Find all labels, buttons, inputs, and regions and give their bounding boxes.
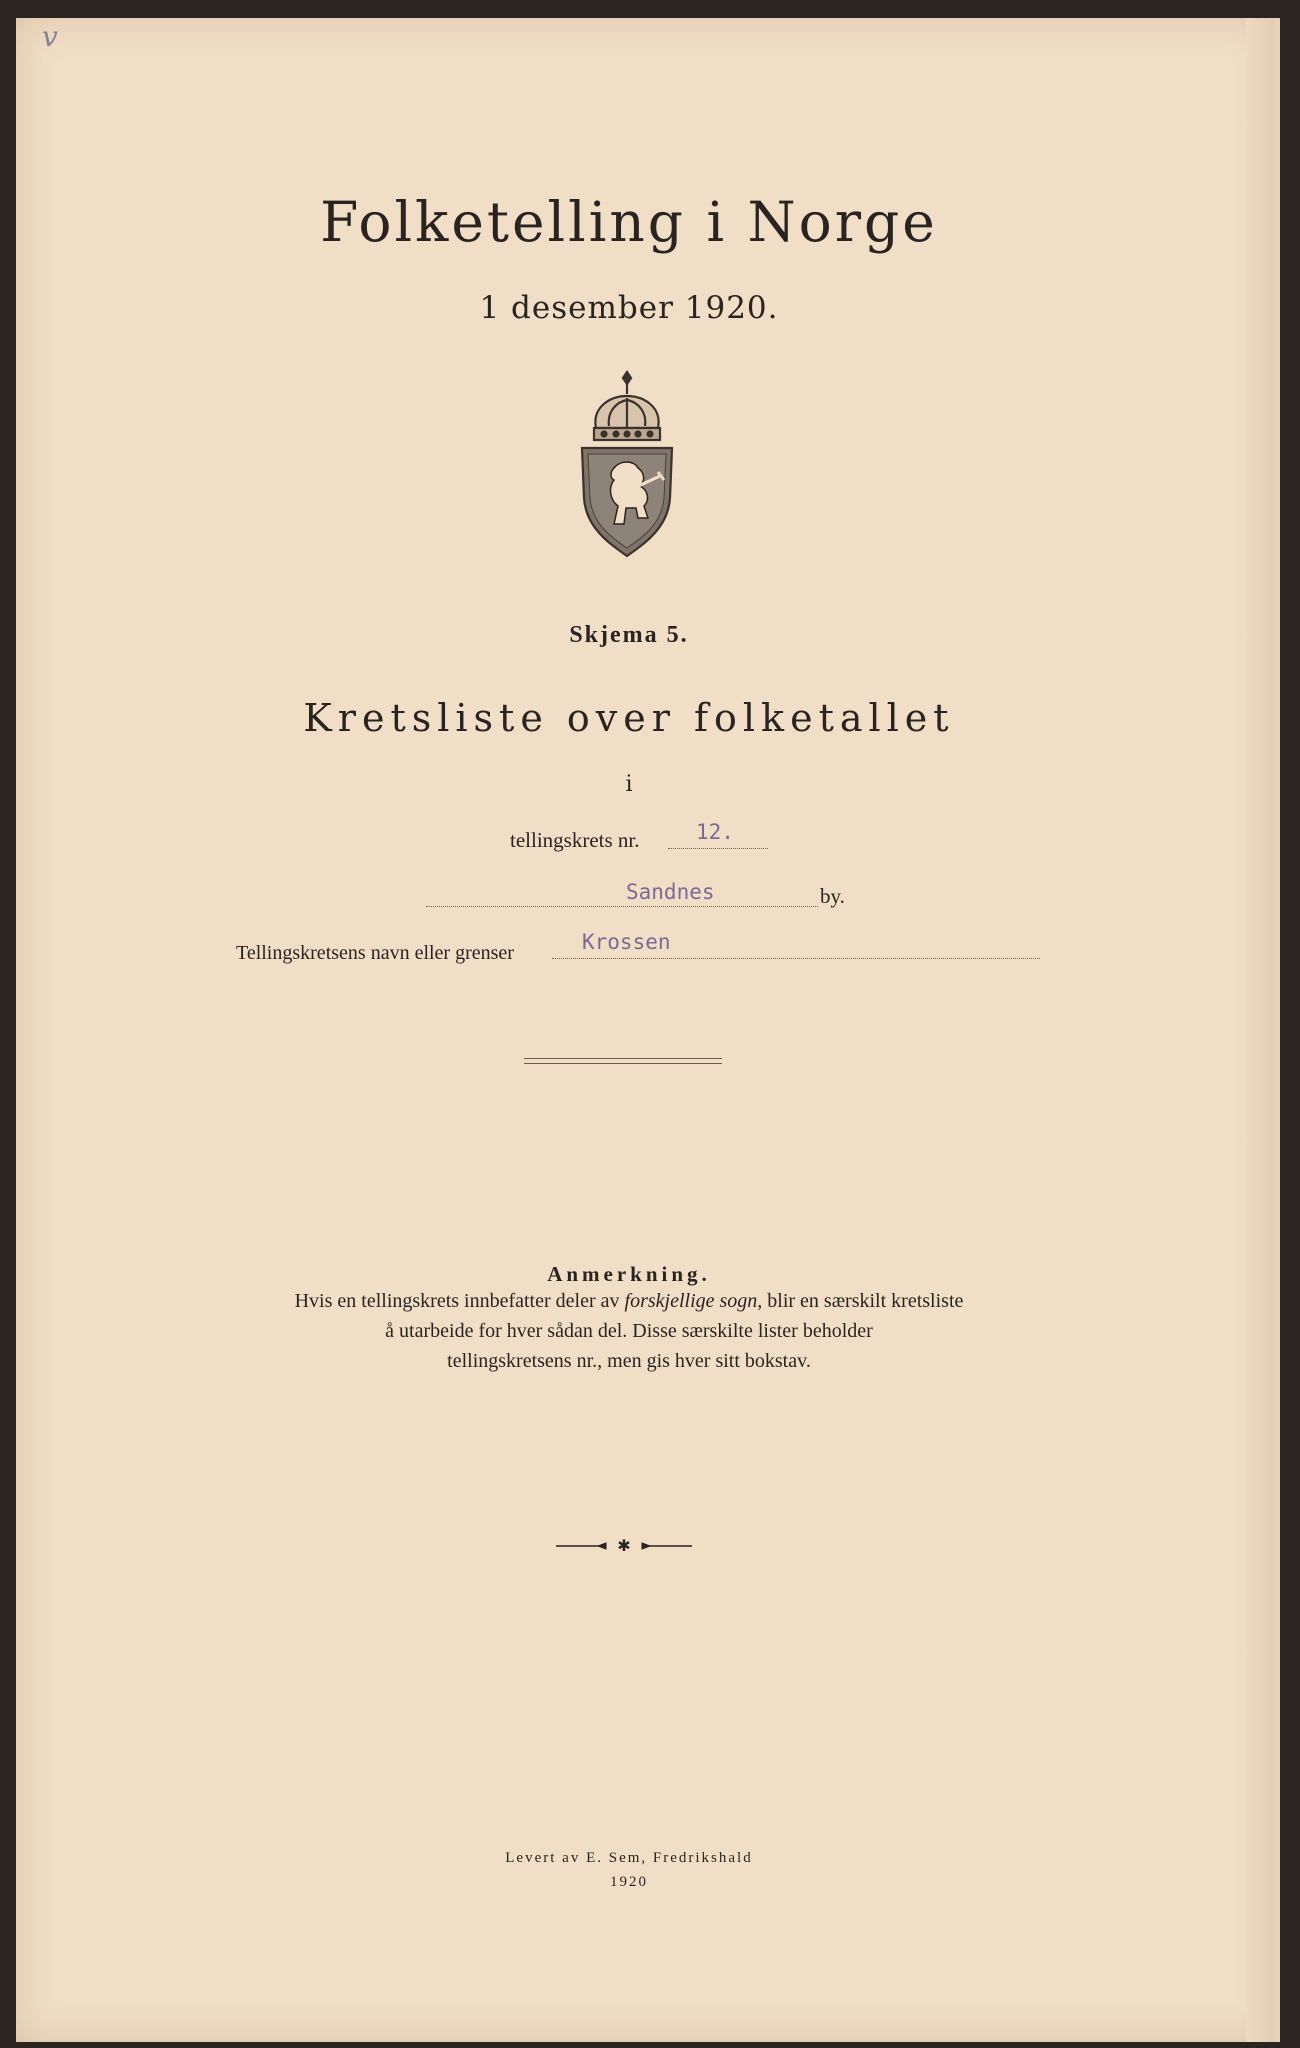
ornamental-divider-icon [554,1538,694,1554]
document-title: Folketelling i Norge [320,190,938,254]
form-title: Kretsliste over folketallet [303,696,955,740]
norwegian-coat-of-arms-icon [574,368,680,558]
district-number-line [668,848,768,849]
district-name-label: Tellingskretsens navn eller grenser [236,942,514,964]
printer-credit: Levert av E. Sem, Fredrikshald [505,1850,753,1866]
district-name-value: Krossen [582,930,671,954]
note-line-3: tellingskretsens nr., men gis hver sitt bokstav. [447,1350,811,1372]
svg-text:✱: ✱ [617,1538,631,1554]
town-suffix: by. [820,884,845,908]
town-value: Sandnes [626,880,715,904]
conjunction-text: i [625,772,633,797]
census-date: 1 desember 1920. [479,290,779,326]
note-line-2: å utarbeide for hver sådan del. Disse særskilte lister beholder [385,1320,873,1342]
town-line [426,906,818,907]
double-rule-divider [524,1058,722,1064]
note-line-1: Hvis en tellingskrets innbefatter deler av forskjellige sogn, blir en særskilt kretsliste [294,1290,964,1312]
pencil-margin-mark: v [42,20,58,53]
note-heading: Anmerkning. [547,1262,711,1286]
district-number-label: tellingskrets nr. [510,828,640,852]
district-number-value: 12. [696,820,734,844]
form-number: Skjema 5. [569,622,689,648]
district-name-line [552,958,1040,959]
printer-year: 1920 [610,1874,648,1890]
